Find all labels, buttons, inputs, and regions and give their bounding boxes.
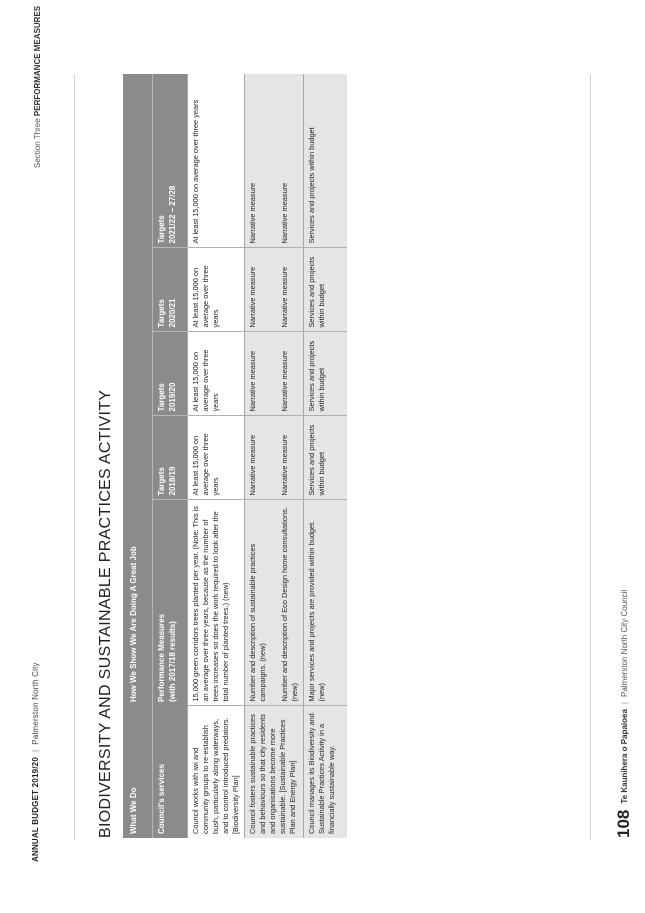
measure-text: Number and description of sustainable practices campaigns. (new) (247, 543, 267, 702)
target-text: Narrative measure (279, 350, 289, 412)
table-row (303, 74, 347, 838)
col-targets-1 (153, 416, 188, 500)
target-year: 2020/21 (167, 298, 177, 328)
target-cell (244, 332, 303, 416)
col-targets-3 (153, 248, 188, 332)
table-row (188, 74, 245, 838)
target-cell: At least 15,000 on average over three years (188, 74, 245, 248)
running-header-right (33, 6, 42, 168)
service-cell: Council fosters sustainable practices and behaviours so that city residents and organisations become more sustainable. [Sustainable Practices Plan and Energy Plan] (244, 706, 303, 838)
table-group-header (123, 74, 153, 838)
target-text: Narrative measure (247, 266, 257, 328)
service-cell: Council works with iwi and community groups to re-establish bush, particularly along waterways, and to control introduced predators. [Biodiversity Plan] (188, 706, 245, 838)
target-text: Narrative measure (279, 266, 289, 328)
target-label: Targets (157, 467, 166, 496)
col-measures-line2: (with 2017/18 results) (167, 621, 177, 702)
group-how-we-show: How We Show We Are Doing A Great Job (123, 74, 153, 706)
measure-cell: Major services and projects are provided within budget. (new) (303, 500, 347, 706)
col-targets-4 (153, 74, 188, 248)
target-label: Targets (157, 215, 166, 244)
council-name: Palmerston North City Council (619, 589, 629, 697)
target-cell: Services and projects within budget (303, 248, 347, 332)
measure-text: Number and description of Eco Design home consultations. (new) (279, 507, 299, 702)
table-column-header (153, 74, 188, 838)
measure-cell (244, 500, 303, 706)
footer-separator: | (619, 702, 629, 705)
target-cell: Services and projects within budget (303, 416, 347, 500)
running-header-left (31, 662, 40, 862)
header-separator: | (31, 749, 40, 753)
target-label: Targets (157, 383, 166, 412)
target-cell: At least 15,000 on average over three years (188, 332, 245, 416)
page-number: 108 (614, 809, 633, 838)
service-cell: Council manages its Biodiversity and Sustainable Practices Activity in a financially sustainable way. (303, 706, 347, 838)
target-cell (244, 248, 303, 332)
target-cell (244, 416, 303, 500)
target-cell: Services and projects within budget (303, 74, 347, 248)
section-name: PERFORMANCE MEASURES (33, 5, 42, 117)
target-text: Narrative measure (279, 434, 289, 496)
group-what-we-do: What We Do (123, 706, 153, 838)
city-name: Palmerston North City (31, 662, 40, 745)
target-year: 2019/20 (167, 382, 177, 412)
target-cell: Services and projects within budget (303, 332, 347, 416)
page-footer (614, 590, 634, 838)
target-year: 2018/19 (167, 466, 177, 496)
target-year: 2021/22 – 27/28 (167, 185, 177, 244)
page-title: BIODIVERSITY AND SUSTAINABLE PRACTICES ACTIVITY (97, 389, 114, 838)
col-targets-2 (153, 332, 188, 416)
target-cell: At least 15,000 on average over three years (188, 416, 245, 500)
target-text: Narrative measure (247, 434, 257, 496)
margin-rule-right (590, 74, 591, 840)
target-label: Targets (157, 299, 166, 328)
target-cell (244, 74, 303, 248)
performance-table-wrapper (123, 74, 336, 838)
target-text: Narrative measure (279, 182, 289, 244)
margin-rule-left (74, 74, 75, 840)
target-text: Narrative measure (247, 182, 257, 244)
table-row (244, 74, 303, 838)
measure-cell: 15,000 green corridors trees planted per year. (Note: This is an average over three years, because as the number of trees increases so does the work required to look after the total number of planted trees.) (new) (188, 500, 245, 706)
performance-table (123, 74, 347, 838)
col-measures-line1: Performance Measures (157, 613, 166, 702)
col-performance-measures (153, 500, 188, 706)
section-label: Section Three (33, 118, 42, 168)
maori-council-name: Te Kaunihera o Papaioea (619, 709, 629, 804)
doc-title: ANNUAL BUDGET 2019/20 (31, 757, 40, 862)
col-councils-services: Council's services (153, 706, 188, 838)
target-text: Narrative measure (247, 350, 257, 412)
target-cell: At least 15,000 on average over three years (188, 248, 245, 332)
